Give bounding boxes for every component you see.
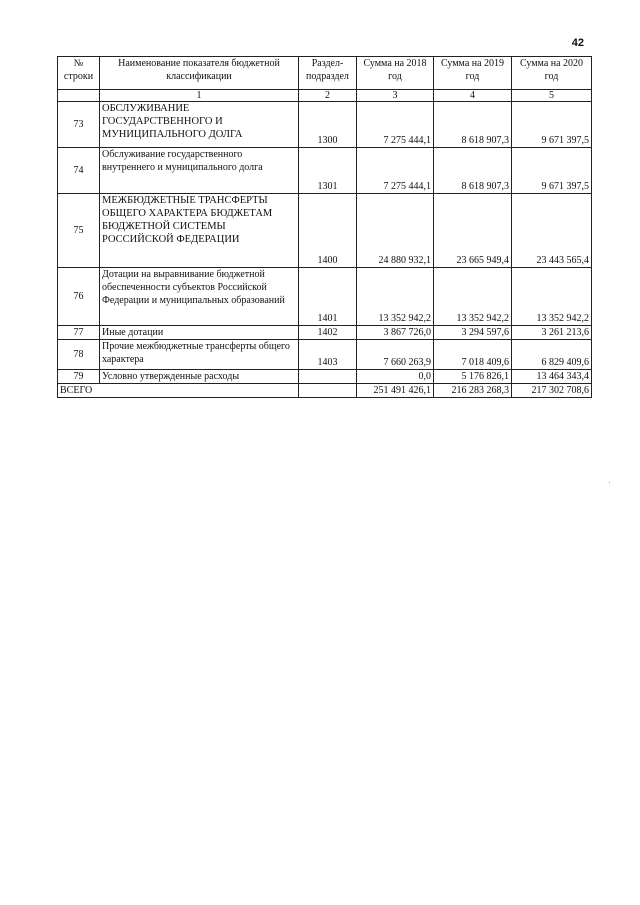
total-sum-2018: 251 491 426,1 [357, 384, 434, 398]
row-name: ОБСЛУЖИВАНИЕ ГОСУДАРСТВЕННОГО И МУНИЦИПАЛЬНОГО ДОЛГА [100, 102, 299, 148]
row-number: 75 [58, 194, 100, 268]
column-index-empty [58, 90, 100, 102]
row-sum-2020: 13 464 343,4 [512, 370, 592, 384]
column-index: 4 [434, 90, 512, 102]
row-number: 79 [58, 370, 100, 384]
column-index: 5 [512, 90, 592, 102]
row-sum-2019: 8 618 907,3 [434, 148, 512, 194]
header-row-no: № строки [58, 57, 100, 90]
row-code: 1300 [299, 102, 357, 148]
column-index: 1 [100, 90, 299, 102]
row-code: 1403 [299, 340, 357, 370]
row-code [299, 370, 357, 384]
row-number: 74 [58, 148, 100, 194]
row-sum-2020: 3 261 213,6 [512, 326, 592, 340]
table-row [58, 370, 592, 384]
table-row [58, 102, 592, 148]
header-name: Наименование показателя бюджетной классификации [100, 57, 299, 90]
row-sum-2019: 8 618 907,3 [434, 102, 512, 148]
page-number: 42 [571, 37, 584, 49]
row-sum-2018: 13 352 942,2 [357, 268, 434, 326]
total-row [58, 384, 592, 398]
row-number: 76 [58, 268, 100, 326]
header-section: Раздел-подраздел [299, 57, 357, 90]
total-sum-2020: 217 302 708,6 [512, 384, 592, 398]
row-code: 1400 [299, 194, 357, 268]
row-code: 1401 [299, 268, 357, 326]
column-index: 2 [299, 90, 357, 102]
budget-table [57, 56, 592, 398]
row-sum-2020: 6 829 409,6 [512, 340, 592, 370]
header-sum-2020: Сумма на 2020 год [512, 57, 592, 90]
row-sum-2019: 3 294 597,6 [434, 326, 512, 340]
row-name: Условно утвержденные расходы [100, 370, 299, 384]
row-sum-2018: 7 275 444,1 [357, 148, 434, 194]
row-name: МЕЖБЮДЖЕТНЫЕ ТРАНСФЕРТЫ ОБЩЕГО ХАРАКТЕРА БЮДЖЕТАМ БЮДЖЕТНОЙ СИСТЕМЫ РОССИЙСКОЙ ФЕДЕРАЦИИ [100, 194, 299, 268]
column-index-row [58, 90, 592, 102]
table-row [58, 326, 592, 340]
row-number: 73 [58, 102, 100, 148]
row-code: 1301 [299, 148, 357, 194]
row-sum-2019: 7 018 409,6 [434, 340, 512, 370]
scan-speck [609, 482, 610, 483]
table-row [58, 148, 592, 194]
table-row [58, 268, 592, 326]
row-sum-2018: 24 880 932,1 [357, 194, 434, 268]
column-index: 3 [357, 90, 434, 102]
table-row [58, 194, 592, 268]
row-sum-2020: 9 671 397,5 [512, 102, 592, 148]
row-sum-2018: 3 867 726,0 [357, 326, 434, 340]
row-name: Обслуживание государственного внутреннего и муниципального долга [100, 148, 299, 194]
total-label: ВСЕГО [58, 384, 299, 398]
row-sum-2019: 23 665 949,4 [434, 194, 512, 268]
table-row [58, 340, 592, 370]
header-sum-2019: Сумма на 2019 год [434, 57, 512, 90]
row-sum-2020: 13 352 942,2 [512, 268, 592, 326]
row-sum-2020: 23 443 565,4 [512, 194, 592, 268]
row-name: Прочие межбюджетные трансферты общего характера [100, 340, 299, 370]
row-name: Иные дотации [100, 326, 299, 340]
total-sum-2019: 216 283 268,3 [434, 384, 512, 398]
header-row [58, 57, 592, 90]
row-sum-2018: 7 275 444,1 [357, 102, 434, 148]
row-sum-2018: 0,0 [357, 370, 434, 384]
row-sum-2018: 7 660 263,9 [357, 340, 434, 370]
row-code: 1402 [299, 326, 357, 340]
row-name: Дотации на выравнивание бюджетной обеспеченности субъектов Российской Федерации и муниципальных образований [100, 268, 299, 326]
row-sum-2019: 5 176 826,1 [434, 370, 512, 384]
row-number: 78 [58, 340, 100, 370]
row-sum-2019: 13 352 942,2 [434, 268, 512, 326]
row-number: 77 [58, 326, 100, 340]
header-sum-2018: Сумма на 2018 год [357, 57, 434, 90]
total-code-empty [299, 384, 357, 398]
row-sum-2020: 9 671 397,5 [512, 148, 592, 194]
